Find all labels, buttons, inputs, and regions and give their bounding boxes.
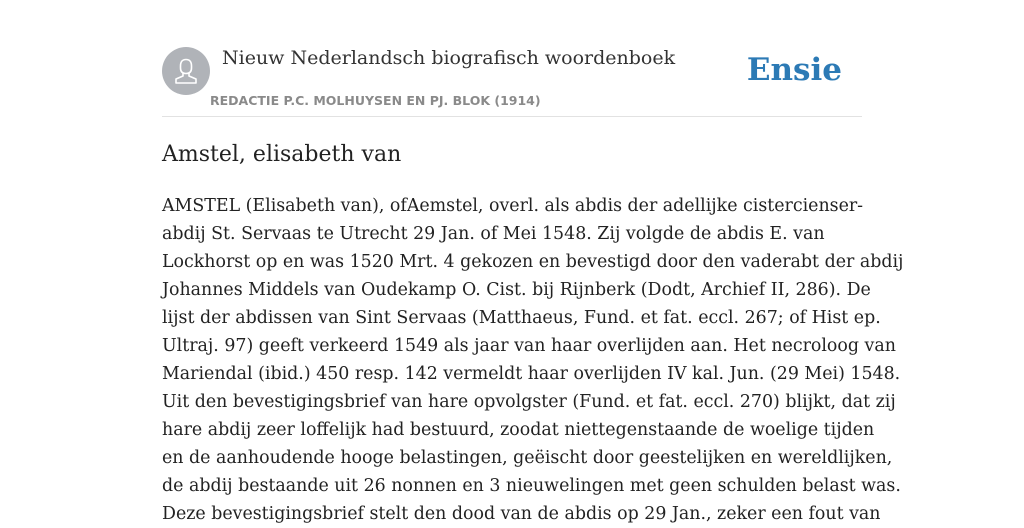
entry-text-line: en de aanhoudende hooge belastingen, geëischt door geestelijken en wereldlijken, [162, 448, 893, 468]
entry-text-line: Uit den bevestigingsbrief van hare opvolgster (Fund. et fat. eccl. 270) blijkt, dat zij [162, 392, 896, 412]
entry-text-line: lijst der abdissen van Sint Servaas (Matthaeus, Fund. et fat. eccl. 267; of Hist ep. [162, 308, 881, 328]
entry-text-line: AMSTEL (Elisabeth van), ofAemstel, overl. als abdis der adellijke cistercienser- [162, 196, 864, 216]
book-title[interactable]: Nieuw Nederlandsch biografisch woordenboek [222, 47, 676, 69]
entry-text-line: Ultraj. 97) geeft verkeerd 1549 als jaar van haar overlijden aan. Het necroloog van [162, 336, 896, 356]
entry-text-line: hare abdij zeer loffelijk had bestuurd, zoodat niettegenstaande de woelige tijden [162, 420, 875, 440]
editors-credit: REDACTIE P.C. MOLHUYSEN EN PJ. BLOK (1914) [210, 93, 541, 108]
source-header [162, 40, 862, 117]
entry-text-line: Deze bevestigingsbrief stelt den dood van de abdis op 29 Jan., zeker een fout van [162, 504, 881, 524]
entry-text-line: abdij St. Servaas te Utrecht 29 Jan. of Mei 1548. Zij volgde de abdis E. van [162, 224, 825, 244]
entry-title: Amstel, elisabeth van [162, 142, 402, 167]
user-silhouette-icon [173, 57, 199, 85]
entry-text-line: Lockhorst op en was 1520 Mrt. 4 gekozen en bevestigd door den vaderabt der abdij [162, 252, 904, 272]
entry-text-line: Johannes Middels van Oudekamp O. Cist. bij Rijnberk (Dodt, Archief II, 286). De [162, 280, 871, 300]
entry-text-line: Mariendal (ibid.) 450 resp. 142 vermeldt haar overlijden IV kal. Jun. (29 Mei) 1548. [162, 364, 901, 384]
entry-text-line: de abdij bestaande uit 26 nonnen en 3 nieuwelingen met geen schulden belast was. [162, 476, 901, 496]
avatar[interactable] [162, 47, 210, 95]
entry-body [162, 192, 904, 528]
ensie-logo[interactable]: Ensie [746, 52, 842, 88]
